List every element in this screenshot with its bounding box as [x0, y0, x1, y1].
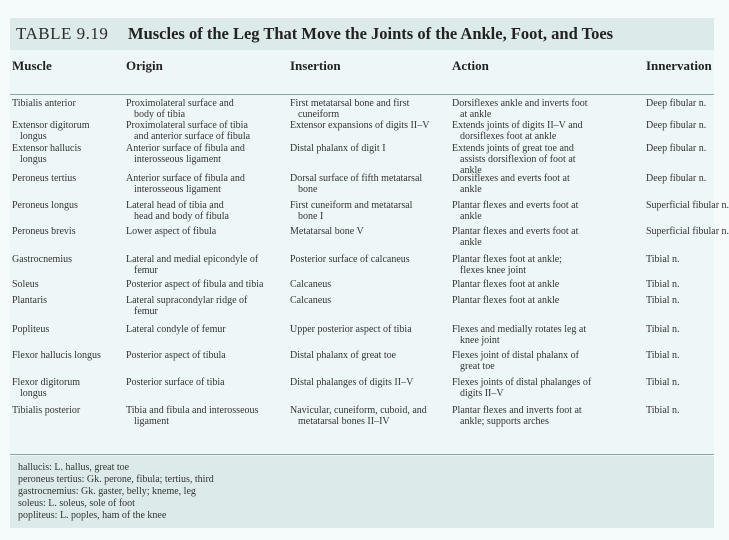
muscle-cell	[12, 98, 120, 109]
insertion-cell-line: Navicular, cuneiform, cuboid, and	[290, 405, 427, 416]
innervation-cell-line: Tibial n.	[646, 295, 680, 306]
origin-cell-line: Posterior aspect of fibula and tibia	[126, 279, 264, 290]
column-header-innervation: Innervation	[646, 58, 712, 73]
muscle-cell	[12, 377, 120, 399]
muscle-cell-line: Plantaris	[12, 295, 47, 306]
action-cell	[452, 200, 644, 222]
action-cell-line: Plantar flexes and inverts foot at	[452, 405, 582, 416]
innervation-cell-line: Deep fibular n.	[646, 98, 707, 109]
action-cell-line: knee joint	[460, 335, 500, 346]
innervation-cell-line: Tibial n.	[646, 324, 680, 335]
action-cell-line: Flexes and medially rotates leg at	[452, 324, 587, 335]
column-header-insertion: Insertion	[290, 58, 341, 73]
header-divider	[10, 94, 714, 95]
action-cell	[452, 279, 644, 290]
muscle-cell	[12, 120, 120, 142]
origin-cell-line: femur	[134, 265, 158, 276]
insertion-cell	[290, 279, 452, 290]
origin-cell-line: interosseous ligament	[134, 184, 221, 195]
muscle-cell	[12, 324, 120, 335]
action-cell-line: Dorsiflexes ankle and inverts foot	[452, 98, 588, 109]
muscle-cell	[12, 405, 120, 416]
muscle-cell	[12, 279, 120, 290]
innervation-cell	[646, 173, 716, 184]
table-title: Muscles of the Leg That Move the Joints of the Ankle, Foot, and Toes	[128, 24, 614, 43]
muscle-cell	[12, 350, 120, 361]
origin-cell	[126, 120, 290, 142]
action-cell-line: great toe	[460, 361, 495, 372]
action-cell	[452, 254, 644, 276]
origin-cell-line: head and body of fibula	[134, 211, 229, 222]
insertion-cell-line: First metatarsal bone and first	[290, 98, 410, 109]
innervation-cell-line: Superficial fibular n.	[646, 226, 729, 237]
insertion-cell-line: Extensor expansions of digits II–V	[290, 120, 430, 131]
muscle-cell	[12, 173, 120, 184]
origin-cell	[126, 405, 290, 427]
notes-divider	[10, 454, 714, 455]
insertion-cell-line: bone I	[298, 211, 324, 222]
insertion-cell-line: Metatarsal bone V	[290, 226, 364, 237]
innervation-cell-line: Tibial n.	[646, 254, 680, 265]
insertion-cell	[290, 200, 452, 222]
action-cell-line: ankle	[460, 211, 482, 222]
action-cell-line: at ankle	[460, 109, 492, 120]
origin-cell	[126, 254, 290, 276]
action-cell-line: flexes knee joint	[460, 265, 527, 276]
muscle-cell-line: longus	[20, 131, 47, 142]
origin-cell	[126, 98, 290, 120]
muscle-cell-line: Extensor digitorum	[12, 120, 90, 131]
origin-cell	[126, 200, 290, 222]
muscle-cell-line: Flexor digitorum	[12, 377, 81, 388]
innervation-cell	[646, 324, 716, 335]
origin-cell	[126, 324, 290, 335]
action-cell	[452, 405, 644, 427]
etymology-note: popliteus: L. poples, ham of the knee	[18, 510, 167, 521]
muscle-cell	[12, 254, 120, 265]
action-cell-line: ankle; supports arches	[460, 416, 549, 427]
action-cell	[452, 295, 644, 306]
origin-cell	[126, 295, 290, 317]
insertion-cell-line: cuneiform	[298, 109, 340, 120]
column-header-muscle: Muscle	[12, 58, 52, 73]
insertion-cell-line: Calcaneus	[290, 279, 332, 290]
insertion-cell-line: Dorsal surface of fifth metatarsal	[290, 173, 423, 184]
action-cell-line: Plantar flexes and everts foot at	[452, 226, 579, 237]
muscle-cell-line: longus	[20, 388, 47, 399]
action-cell-line: ankle	[460, 184, 482, 195]
origin-cell-line: body of tibia	[134, 109, 186, 120]
insertion-cell	[290, 324, 452, 335]
muscle-cell-line: Peroneus brevis	[12, 226, 76, 237]
action-cell	[452, 143, 644, 176]
action-cell-line: Plantar flexes foot at ankle	[452, 295, 560, 306]
muscle-cell-line: Peroneus tertius	[12, 173, 77, 184]
innervation-cell	[646, 200, 729, 211]
origin-cell-line: Tibia and fibula and interosseous	[126, 405, 259, 416]
origin-cell	[126, 143, 290, 165]
insertion-cell-line: Calcaneus	[290, 295, 332, 306]
muscle-cell-line: Extensor hallucis	[12, 143, 82, 154]
insertion-cell	[290, 226, 452, 237]
muscle-cell-line: Peroneus longus	[12, 200, 78, 211]
muscle-cell	[12, 295, 120, 306]
insertion-cell-line: bone	[298, 184, 318, 195]
action-cell	[452, 173, 644, 195]
origin-cell-line: Posterior aspect of tibula	[126, 350, 226, 361]
action-cell-line: Extends joints of great toe and	[452, 143, 574, 154]
innervation-cell	[646, 350, 716, 361]
innervation-cell-line: Deep fibular n.	[646, 173, 707, 184]
origin-cell-line: Proximolateral surface of tibia	[126, 120, 248, 131]
table-number: TABLE 9.19	[16, 24, 109, 43]
innervation-cell	[646, 226, 729, 237]
origin-cell-line: interosseous ligament	[134, 154, 221, 165]
action-cell-line: assists dorsiflexion of foot at	[460, 154, 576, 165]
innervation-cell	[646, 405, 716, 416]
etymology-note: peroneus tertius: Gk. perone, fibula; tertius, third	[18, 474, 214, 485]
action-cell-line: dorsiflexes foot at ankle	[460, 131, 557, 142]
action-cell	[452, 120, 644, 142]
insertion-cell	[290, 254, 452, 265]
muscle-cell-line: Soleus	[12, 279, 39, 290]
innervation-cell-line: Tibial n.	[646, 350, 680, 361]
insertion-cell-line: Distal phalanx of digit I	[290, 143, 386, 154]
muscle-cell-line: Tibialis anterior	[12, 98, 76, 109]
origin-cell-line: Anterior surface of fibula and	[126, 173, 245, 184]
action-cell	[452, 377, 644, 399]
etymology-note: hallucis: L. hallus, great toe	[18, 462, 130, 473]
origin-cell-line: Lateral head of tibia and	[126, 200, 224, 211]
muscle-cell-line: Flexor hallucis longus	[12, 350, 101, 361]
origin-cell	[126, 279, 290, 290]
action-cell-line: Plantar flexes foot at ankle	[452, 279, 560, 290]
insertion-cell-line: Upper posterior aspect of tibia	[290, 324, 412, 335]
muscle-cell-line: Tibialis posterior	[12, 405, 81, 416]
muscle-cell-line: Popliteus	[12, 324, 50, 335]
insertion-cell-line: metatarsal bones II–IV	[298, 416, 390, 427]
action-cell	[452, 324, 644, 346]
origin-cell	[126, 226, 290, 237]
action-cell-line: ankle	[460, 237, 482, 248]
muscle-cell	[12, 143, 120, 165]
innervation-cell-line: Tibial n.	[646, 279, 680, 290]
innervation-cell	[646, 254, 716, 265]
insertion-cell-line: First cuneiform and metatarsal	[290, 200, 413, 211]
origin-cell-line: Anterior surface of fibula and	[126, 143, 245, 154]
origin-cell-line: Lateral condyle of femur	[126, 324, 226, 335]
innervation-cell	[646, 279, 716, 290]
origin-cell-line: Lateral supracondylar ridge of	[126, 295, 248, 306]
table-title-bar	[10, 18, 714, 50]
origin-cell-line: femur	[134, 306, 158, 317]
muscle-cell	[12, 226, 120, 237]
innervation-cell	[646, 120, 716, 131]
action-cell	[452, 226, 644, 248]
column-header-row	[10, 56, 714, 78]
insertion-cell-line: Posterior surface of calcaneus	[290, 254, 410, 265]
innervation-cell-line: Tibial n.	[646, 377, 680, 388]
origin-cell-line: Proximolateral surface and	[126, 98, 234, 109]
table-page	[10, 18, 729, 528]
insertion-cell-line: Distal phalanx of great toe	[290, 350, 397, 361]
origin-cell	[126, 350, 290, 361]
action-cell-line: digits II–V	[460, 388, 504, 399]
origin-cell-line: and anterior surface of fibula	[134, 131, 251, 142]
action-cell-line: Plantar flexes foot at ankle;	[452, 254, 562, 265]
column-header-origin: Origin	[126, 58, 163, 73]
innervation-cell-line: Superficial fibular n.	[646, 200, 729, 211]
innervation-cell	[646, 98, 716, 109]
insertion-cell	[290, 405, 452, 427]
origin-cell	[126, 377, 290, 388]
insertion-cell	[290, 377, 452, 388]
insertion-cell-line: Distal phalanges of digits II–V	[290, 377, 414, 388]
column-header-action: Action	[452, 58, 489, 73]
action-cell	[452, 98, 644, 120]
insertion-cell	[290, 98, 452, 120]
action-cell-line: Dorsiflexes and everts foot at	[452, 173, 570, 184]
innervation-cell	[646, 295, 716, 306]
origin-cell-line: Lateral and medial epicondyle of	[126, 254, 259, 265]
insertion-cell	[290, 350, 452, 361]
insertion-cell	[290, 173, 452, 195]
innervation-cell-line: Deep fibular n.	[646, 120, 707, 131]
insertion-cell	[290, 143, 452, 154]
origin-cell-line: Posterior surface of tibia	[126, 377, 225, 388]
muscle-cell-line: longus	[20, 154, 47, 165]
insertion-cell	[290, 120, 452, 131]
action-cell-line: ankle	[460, 165, 482, 176]
etymology-note: soleus: L. soleus, sole of foot	[18, 498, 135, 509]
action-cell-line: Extends joints of digits II–V and	[452, 120, 583, 131]
innervation-cell-line: Deep fibular n.	[646, 143, 707, 154]
action-cell-line: Flexes joints of distal phalanges of	[452, 377, 592, 388]
innervation-cell-line: Tibial n.	[646, 405, 680, 416]
action-cell	[452, 350, 644, 372]
muscle-cell	[12, 200, 120, 211]
etymology-note: gastrocnemius: Gk. gaster, belly; kneme, leg	[18, 486, 196, 497]
innervation-cell	[646, 143, 716, 154]
origin-cell	[126, 173, 290, 195]
innervation-cell	[646, 377, 716, 388]
origin-cell-line: Lower aspect of fibula	[126, 226, 217, 237]
action-cell-line: Flexes joint of distal phalanx of	[452, 350, 579, 361]
muscle-cell-line: Gastrocnemius	[12, 254, 72, 265]
insertion-cell	[290, 295, 452, 306]
etymology-notes	[10, 456, 714, 528]
action-cell-line: Plantar flexes and everts foot at	[452, 200, 579, 211]
origin-cell-line: ligament	[134, 416, 169, 427]
